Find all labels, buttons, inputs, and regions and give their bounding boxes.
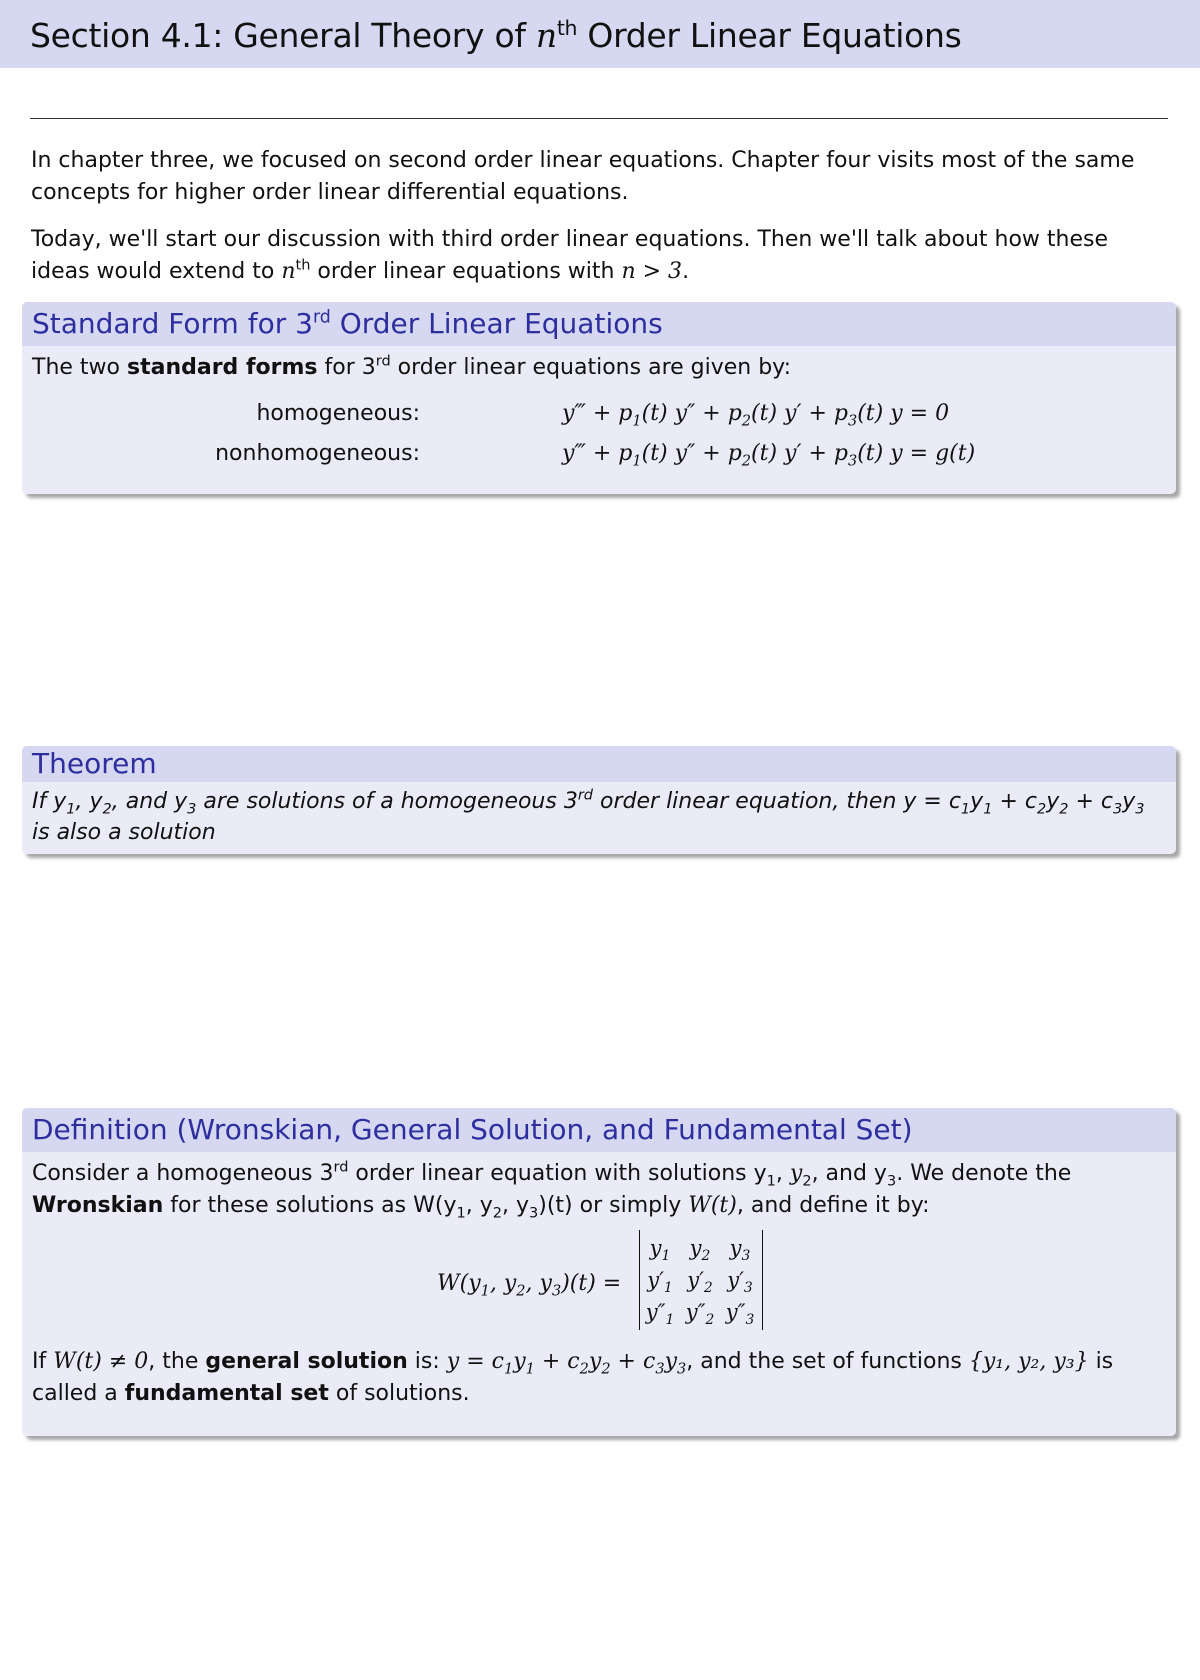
theorem-body: If $y_1$, $y_2$, and $y_3$ are solutions of a homogeneous 3rd order linear equation, then $y = c_1y_1 + c_2y_2 + c_3y_3$ is also a solution bbox=[32, 787, 1145, 845]
def-p1-post: order linear equation with solutions y bbox=[348, 1161, 767, 1186]
def-p1-tail: . We denote the bbox=[896, 1161, 1072, 1186]
def-p3-is: is: bbox=[407, 1349, 447, 1374]
det-cell: $y'_1$ bbox=[647, 1268, 673, 1297]
det-cell: $y''_3$ bbox=[725, 1300, 755, 1329]
def-p3-is2: is bbox=[1088, 1349, 1114, 1374]
horizontal-rule bbox=[30, 118, 1168, 119]
def-p3-set: {y₁, y₂, y₃} bbox=[968, 1349, 1089, 1374]
det-cell: $y'_2$ bbox=[687, 1268, 713, 1297]
sf-intro-text: The two bbox=[32, 355, 127, 380]
definition-line-4 bbox=[32, 1378, 1166, 1410]
homogeneous-equation: y‴ + $p_1(t) y'' + p_2(t) y' + p_3(t) y = 0$ bbox=[562, 401, 950, 430]
definition-block bbox=[22, 1108, 1176, 1436]
def-p2-text: for these solutions as W(y bbox=[163, 1193, 457, 1218]
definition-title: Definition (Wronskian, General Solution, and Fundamental Set) bbox=[22, 1108, 1176, 1152]
intro-p2-condition: n > 3 bbox=[621, 259, 683, 284]
title-n: n bbox=[535, 16, 557, 55]
det-cell: $y_2$ bbox=[689, 1236, 711, 1265]
standard-form-block bbox=[22, 302, 1176, 494]
intro-paragraph-2 bbox=[31, 224, 1171, 288]
wronskian-formula bbox=[32, 1230, 1166, 1340]
sf-title-end: Order Linear Equations bbox=[330, 307, 663, 340]
thm-text: If y bbox=[32, 789, 67, 814]
def-p2-wt: W(t) bbox=[688, 1193, 737, 1218]
title-sup: th bbox=[556, 16, 578, 40]
def-wronskian-bold: Wronskian bbox=[32, 1193, 164, 1218]
thm-text-5: order linear equation, then y = c bbox=[593, 789, 961, 814]
definition-line-1: Consider a homogeneous 3rd order linear equation with solutions $y_1$, $y_2$, and $y_3$. We denote the bbox=[32, 1159, 1072, 1190]
page-title bbox=[30, 16, 961, 55]
wronskian-determinant bbox=[639, 1230, 763, 1330]
thm-text-4: are solutions of a homogeneous 3 bbox=[196, 789, 578, 814]
det-cell: $y_1$ bbox=[649, 1236, 671, 1265]
homogeneous-rhs: 0 bbox=[935, 401, 950, 426]
thm-sup: rd bbox=[577, 787, 594, 804]
thm-text-2: , y bbox=[75, 789, 103, 814]
def-p3-cond: W(t) ≠ 0 bbox=[53, 1349, 149, 1374]
standard-form-body bbox=[22, 346, 1176, 492]
nonhomogeneous-equation: y‴ + $p_1(t) y'' + p_2(t) y' + p_3(t) y = g(t)$ bbox=[562, 441, 976, 470]
def-general-solution-bold: general solution bbox=[205, 1349, 408, 1374]
homogeneous-label: homogeneous: bbox=[256, 401, 420, 426]
standard-form-title bbox=[22, 302, 1176, 346]
intro-p2-n: n bbox=[281, 259, 296, 284]
definition-body bbox=[22, 1152, 1176, 1420]
def-p1-sup: rd bbox=[333, 1159, 349, 1176]
intro-p2-mid: order linear equations with bbox=[310, 259, 622, 284]
sf-title-text: Standard Form for 3 bbox=[32, 307, 313, 340]
wronskian-lhs: $W(y_1$, $y_2$, $y_3)(t)$ = bbox=[437, 1271, 622, 1300]
sf-intro-mid: for 3 bbox=[317, 355, 376, 380]
def-p2-end: , and define it by: bbox=[736, 1193, 930, 1218]
theorem-block bbox=[22, 746, 1176, 854]
definition-line-3: If W(t) ≠ 0, the general solution is: $y = c_1y_1 + c_2y_2 + c_3y_3$, and the set of functions {y₁, y₂, y₃} is bbox=[32, 1349, 1114, 1378]
sf-title-sup: rd bbox=[312, 307, 331, 328]
def-p4-called: called a bbox=[32, 1381, 125, 1406]
title-text-end: Order Linear Equations bbox=[577, 16, 962, 55]
def-p2-or: or simply bbox=[572, 1193, 689, 1218]
intro-paragraph-1 bbox=[31, 145, 1171, 209]
sf-intro-end: order linear equations are given by: bbox=[390, 355, 792, 380]
nonhomogeneous-label: nonhomogeneous: bbox=[215, 441, 420, 466]
sf-intro-sup: rd bbox=[375, 353, 391, 370]
title-bar bbox=[0, 0, 1200, 68]
standard-form-equations bbox=[32, 398, 1166, 482]
def-p3-mid: , and the set of functions bbox=[686, 1349, 969, 1374]
sf-intro-bold: standard forms bbox=[126, 355, 318, 380]
det-cell: $y'_3$ bbox=[727, 1268, 753, 1297]
nonhomogeneous-rhs: g(t) bbox=[935, 441, 976, 466]
def-p1-and: , and y bbox=[811, 1161, 887, 1186]
def-p3-if: If bbox=[32, 1349, 54, 1374]
theorem-title: Theorem bbox=[22, 746, 1176, 782]
def-p1-text: Consider a homogeneous 3 bbox=[32, 1161, 334, 1186]
title-text: Section 4.1: General Theory of bbox=[30, 16, 536, 55]
intro-p1-text: In chapter three, we focused on second order linear equations. Chapter four visits most of the same concepts for higher order linear differential equations. bbox=[31, 148, 1135, 205]
standard-form-intro bbox=[32, 352, 1166, 384]
det-cell: $y''_2$ bbox=[685, 1300, 715, 1329]
thm-text-3: , and y bbox=[111, 789, 188, 814]
intro-p2-end: . bbox=[682, 259, 690, 284]
thm-text-end: is also a solution bbox=[32, 820, 216, 845]
definition-line-2: Wronskian for these solutions as $W(y_1$, $y_2$, $y_3)(t)$ or simply W(t), and define it by: bbox=[32, 1193, 930, 1222]
def-fundamental-set-bold: fundamental set bbox=[124, 1381, 329, 1406]
det-cell: $y''_1$ bbox=[645, 1300, 675, 1329]
intro-p2-sup: th bbox=[295, 257, 311, 274]
def-p3-the: , the bbox=[148, 1349, 206, 1374]
intro-p2-text: Today, we'll start our discussion with third order linear equations. Then we'll talk about how these ideas would extend to bbox=[31, 227, 1109, 284]
def-p4-end: of solutions. bbox=[328, 1381, 470, 1406]
det-cell: $y_3$ bbox=[729, 1236, 751, 1265]
